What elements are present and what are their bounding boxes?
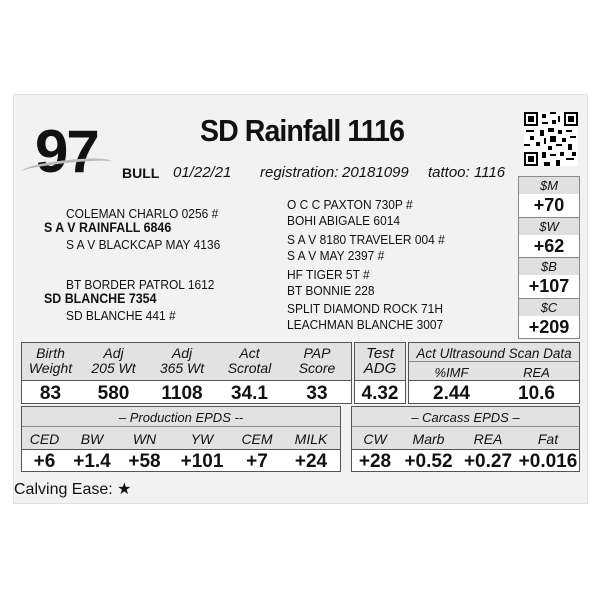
- perf-value-scrotal: 34.1: [231, 383, 268, 404]
- dollar-index-value: +62: [533, 235, 565, 256]
- perf-value-205: 580: [97, 383, 130, 404]
- epd-header-marb: Marb: [398, 432, 459, 447]
- birth-date: 01/22/21: [173, 164, 232, 181]
- epd-header-rea: REA: [459, 432, 517, 447]
- carcass-epds-title: – Carcass EPDS –: [352, 410, 579, 425]
- pedigree-ancestor: S A V MAY 2397 #: [287, 248, 385, 263]
- star-icon: ★: [117, 481, 132, 498]
- divider: [355, 380, 405, 381]
- perf-value-birth-weight: 83: [39, 383, 62, 404]
- dollar-index-w: [519, 218, 579, 259]
- dam-dam: SD BLANCHE 441 #: [66, 308, 176, 323]
- pedigree-ancestor: HF TIGER 5T #: [287, 267, 370, 282]
- epd-value-bw: +1.4: [73, 451, 111, 472]
- epd-header-yw: YW: [172, 432, 232, 447]
- epd-value-fat: +0.016: [518, 451, 578, 472]
- perf-header-line: Act: [239, 345, 260, 361]
- tattoo-value: 1116: [474, 164, 506, 181]
- test-adg-value: 4.32: [361, 383, 399, 404]
- perf-value-365: 1108: [161, 383, 203, 404]
- sire: S A V RAINFALL 6846: [44, 220, 172, 235]
- sire-sire: COLEMAN CHARLO 0256 #: [66, 206, 219, 221]
- epd-header-cw: CW: [352, 432, 398, 447]
- perf-header-line: Weight: [28, 360, 73, 376]
- perf-header-line: Adj: [171, 345, 193, 361]
- divider: [409, 380, 579, 381]
- perf-header-line: Adj: [103, 345, 124, 361]
- epd-header-wn: WN: [117, 432, 172, 447]
- dollar-index-value: +107: [528, 276, 570, 296]
- divider: [22, 426, 340, 427]
- test-adg-table: [354, 342, 406, 404]
- dam: SD BLANCHE 7354: [44, 291, 157, 306]
- epd-value-rea: +0.27: [463, 451, 513, 472]
- epd-header-fat: Fat: [517, 432, 579, 447]
- epd-value-marb: +0.52: [404, 451, 453, 472]
- perf-header-line: Birth: [36, 345, 65, 361]
- dollar-index-label: $B: [519, 258, 579, 275]
- ultrasound-table: [408, 342, 580, 404]
- dollar-index-c: [519, 299, 579, 340]
- divider: [352, 426, 579, 427]
- ultrasound-title: Act Ultrasound Scan Data: [409, 346, 579, 361]
- perf-header-line: Scrotal: [227, 360, 272, 376]
- epd-header-ced: CED: [22, 432, 67, 447]
- pedigree-ancestor: BT BONNIE 228: [287, 283, 375, 298]
- perf-header-birth-weight: [22, 346, 79, 376]
- pedigree-ancestor: O C C PAXTON 730P #: [287, 197, 413, 212]
- registration-label: registration:: [260, 164, 339, 181]
- perf-header-205: [79, 346, 148, 376]
- production-epds-title: – Production EPDS --: [22, 410, 340, 425]
- sire-dam: S A V BLACKCAP MAY 4136: [66, 237, 221, 252]
- divider: [352, 449, 579, 450]
- sex-label: BULL: [122, 165, 160, 181]
- epd-value-cem: +7: [246, 451, 268, 472]
- epd-header-cem: CEM: [232, 432, 282, 447]
- epd-value-yw: +101: [180, 451, 224, 472]
- test-adg-header: [355, 343, 405, 380]
- perf-header-line: Score: [298, 360, 336, 376]
- dollar-index-box: [518, 176, 580, 339]
- dollar-index-b: [519, 258, 579, 299]
- epd-header-bw: BW: [67, 432, 117, 447]
- lot-number: 97: [35, 118, 98, 185]
- production-epds-table: [21, 406, 341, 472]
- perf-header-line: 205 Wt: [91, 360, 136, 376]
- perf-header-line: PAP: [303, 345, 331, 361]
- perf-header-365: [148, 346, 216, 376]
- calving-ease: [14, 479, 132, 499]
- divider: [22, 449, 340, 450]
- perf-header-line: 365 Wt: [159, 360, 205, 376]
- dollar-index-m: [519, 177, 579, 218]
- registration-number: 20181099: [342, 164, 409, 181]
- calving-ease-label: Calving Ease:: [14, 481, 113, 498]
- pedigree-ancestor: SPLIT DIAMOND ROCK 71H: [287, 301, 443, 316]
- carcass-epds-table: [351, 406, 580, 472]
- dam-sire: BT BORDER PATROL 1612: [66, 277, 215, 292]
- divider: [409, 361, 579, 362]
- pedigree-ancestor: BOHI ABIGALE 6014: [287, 213, 401, 228]
- dollar-index-label: $C: [519, 299, 579, 316]
- divider: [22, 380, 351, 381]
- ultrasound-value-rea: 10.6: [518, 383, 555, 404]
- epd-value-ced: +6: [33, 451, 56, 472]
- perf-header-pap: [283, 346, 351, 376]
- dollar-index-value: +209: [528, 316, 570, 337]
- ultrasound-value-imf: 2.44: [433, 383, 470, 404]
- dollar-index-label: $M: [519, 177, 579, 194]
- ultrasound-header-rea: REA: [494, 365, 579, 380]
- pedigree-ancestor: LEACHMAN BLANCHE 3007: [287, 317, 444, 332]
- epd-value-milk: +24: [294, 451, 328, 472]
- animal-name: SD Rainfall 1116: [200, 113, 405, 148]
- perf-header-line: Test: [366, 345, 394, 362]
- dollar-index-label: $W: [519, 218, 579, 235]
- ultrasound-header-imf: %IMF: [409, 365, 494, 380]
- performance-table: [21, 342, 352, 404]
- epd-value-cw: +28: [358, 451, 392, 472]
- perf-value-pap: 33: [306, 383, 328, 404]
- perf-header-scrotal: [216, 346, 283, 376]
- tattoo-label: tattoo:: [428, 164, 470, 181]
- epd-header-milk: MILK: [282, 432, 340, 447]
- dollar-index-value: +70: [533, 195, 565, 215]
- epd-value-wn: +58: [128, 451, 161, 472]
- qr-code-icon[interactable]: [524, 112, 578, 166]
- pedigree-ancestor: S A V 8180 TRAVELER 004 #: [287, 232, 445, 247]
- perf-header-line: ADG: [363, 360, 397, 377]
